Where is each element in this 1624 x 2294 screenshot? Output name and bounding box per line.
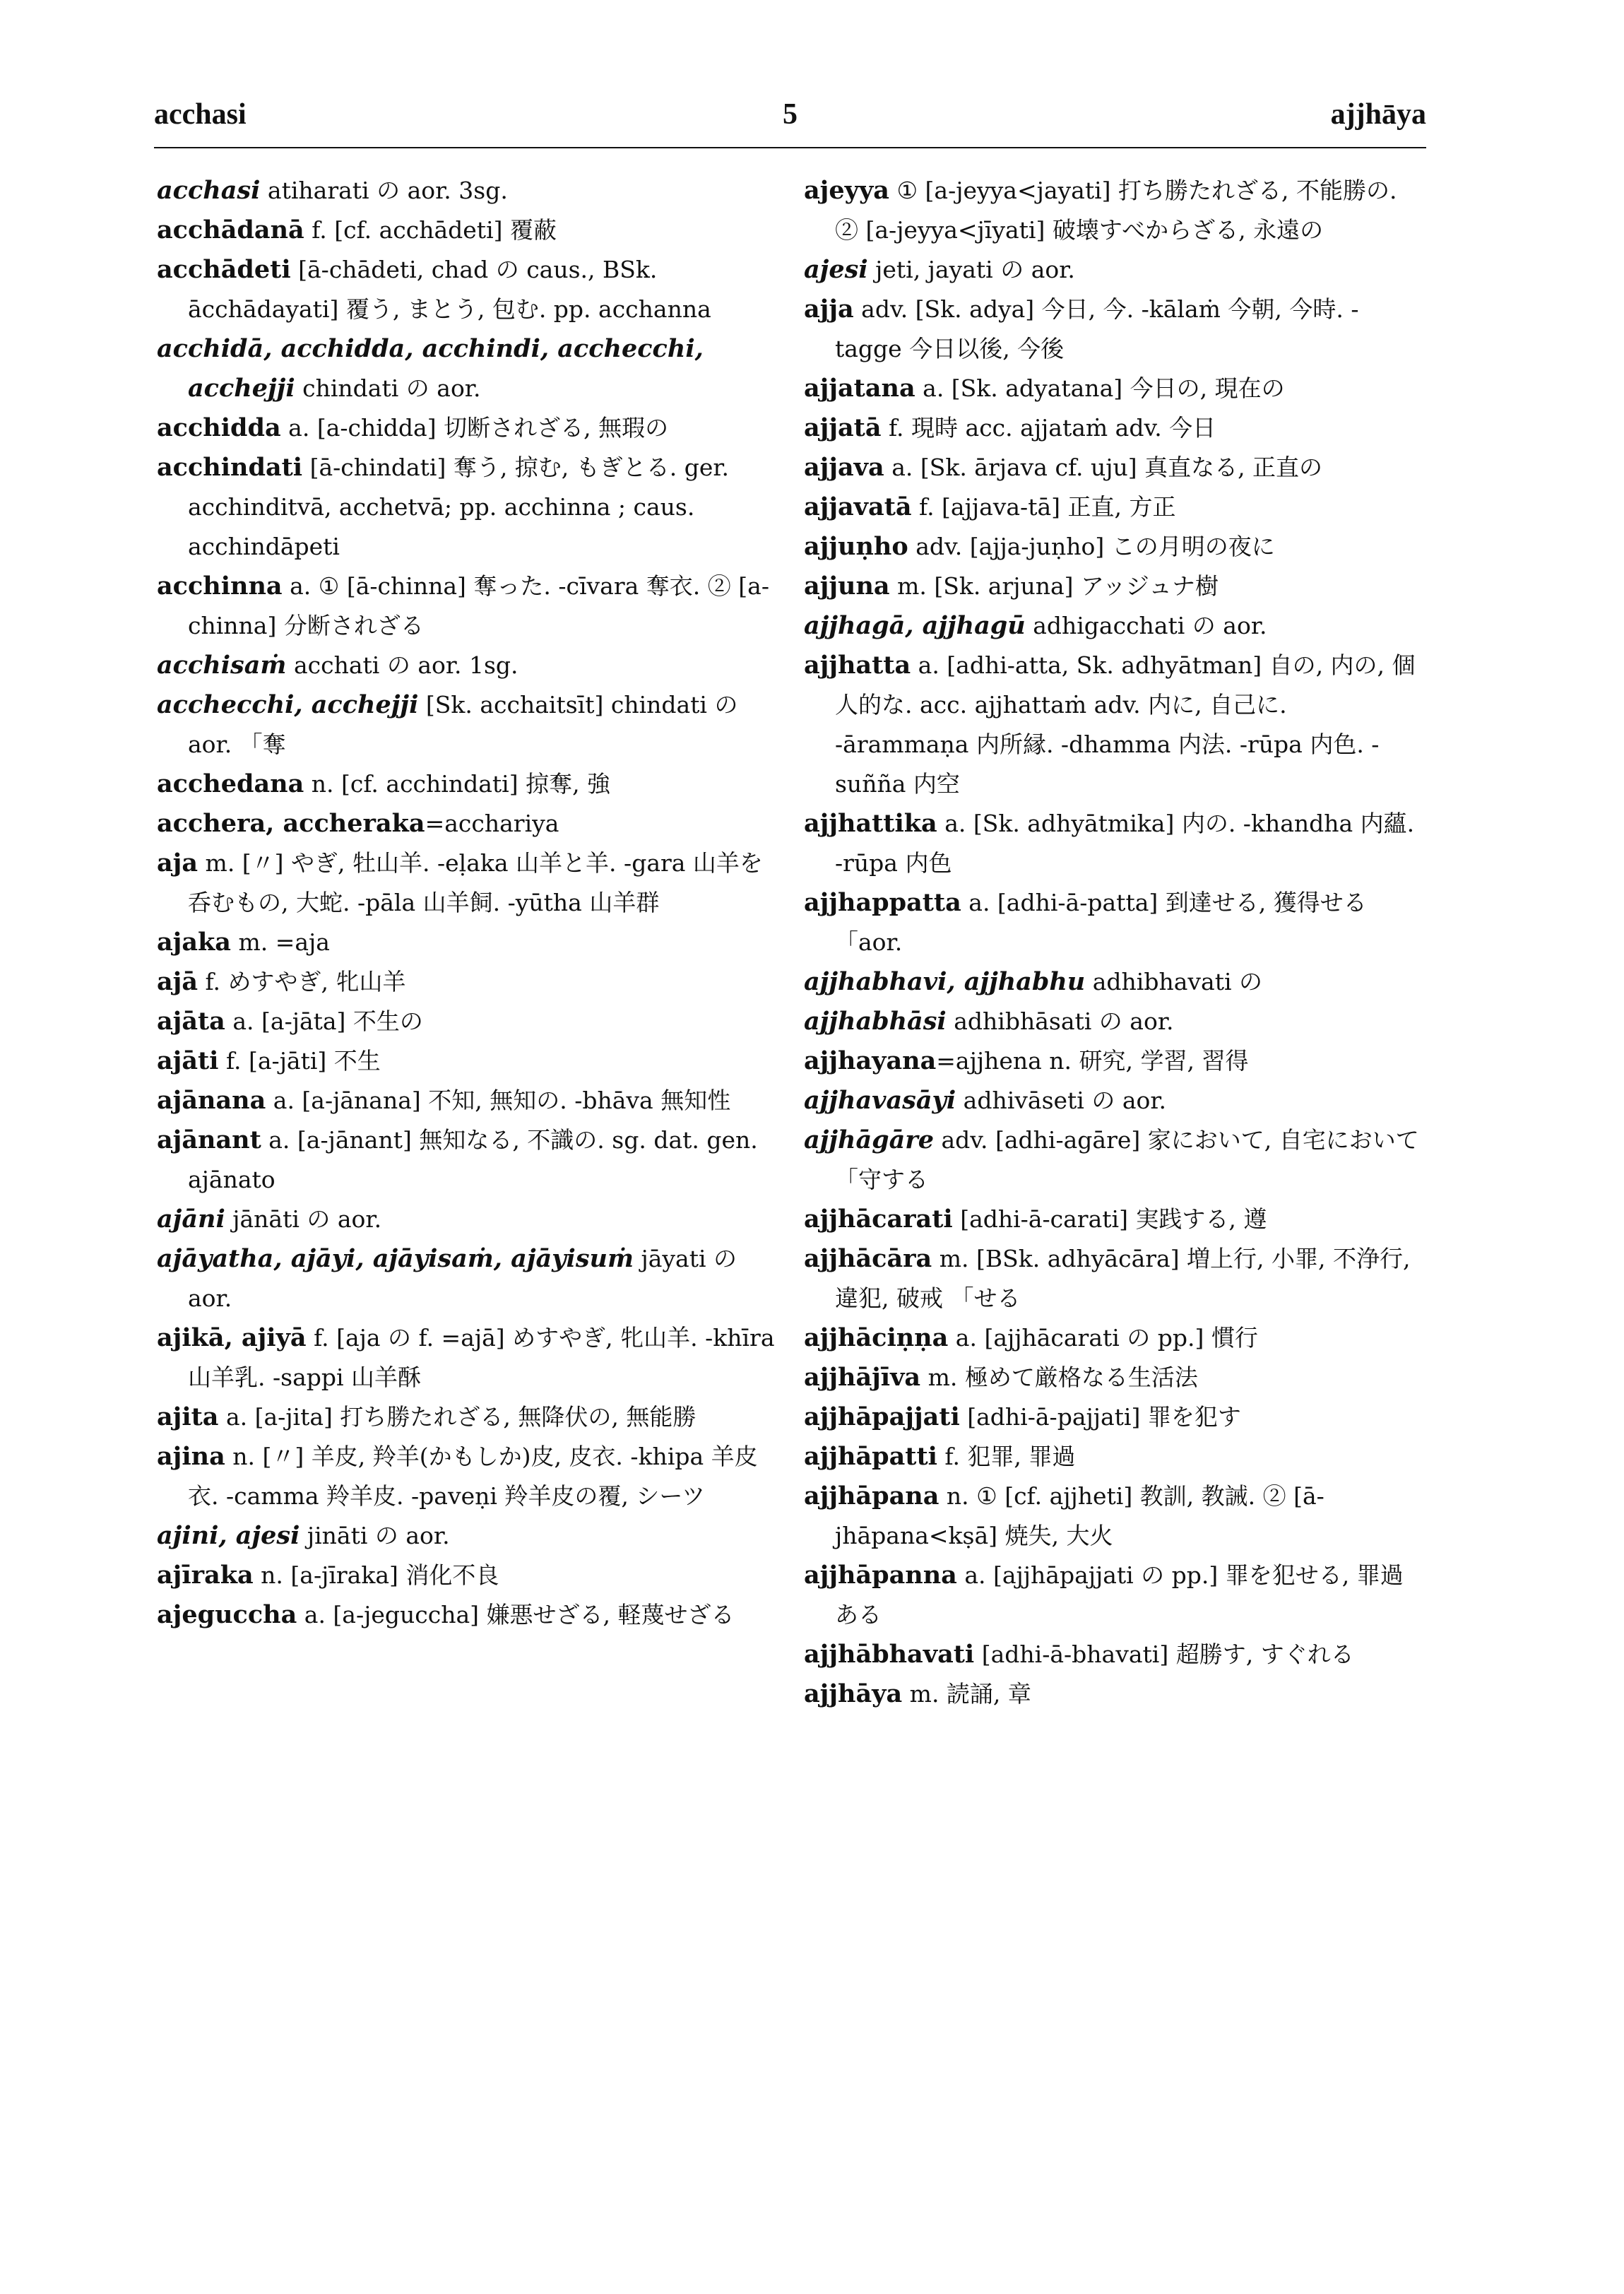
headword: ajāyatha, ajāyi, ajāyisaṁ, ajāyisuṁ <box>157 1244 634 1273</box>
dictionary-entry <box>804 171 1426 250</box>
headword: acchinna <box>157 572 283 601</box>
headword: ajāti <box>157 1046 219 1075</box>
dictionary-entry <box>804 646 1426 804</box>
definition: m. [Sk. arjuna] アッジュナ樹 <box>889 572 1219 600</box>
definition: adv. [adhi-agāre] 家において, 自宅において 「守する <box>835 1126 1419 1193</box>
definition: f. めすやぎ, 牝山羊 <box>198 968 406 995</box>
headword: ajjuṇho <box>804 532 908 561</box>
dictionary-entry <box>804 1041 1426 1081</box>
dictionary-entry <box>804 1002 1426 1041</box>
definition: a. [adhi-atta, Sk. adhyātman] 自の, 内の, 個人的な. acc. ajjhattaṁ adv. 内に, 自己に. -ārammaṇa 内所縁. -dhamma 内法. -rūpa 内色. -suñña 内空 <box>835 651 1416 798</box>
dictionary-entry <box>157 1556 778 1595</box>
definition: f. [ajjava-tā] 正直, 方正 <box>911 493 1176 521</box>
headword: ajina <box>157 1442 225 1471</box>
headword: ajjatā <box>804 413 882 442</box>
headword: ajjhāya <box>804 1679 903 1708</box>
definition: n. [〃] 羊皮, 羚羊(かもしか)皮, 皮衣. -khipa 羊皮衣. -camma 羚羊皮. -paveṇi 羚羊皮の覆, シーツ <box>188 1443 758 1510</box>
dictionary-entry <box>804 1397 1426 1437</box>
dictionary-entry <box>157 804 778 844</box>
dictionary-entry <box>804 1318 1426 1358</box>
right-guide-word: ajjhāya <box>1330 98 1426 131</box>
dictionary-entry <box>157 844 778 923</box>
headword: ajja <box>804 295 854 324</box>
headword: ajjhabhāsi <box>804 1007 947 1036</box>
headword: ajini, ajesi <box>157 1521 300 1550</box>
dictionary-entry <box>804 883 1426 962</box>
definition: f. [a-jāti] 不生 <box>218 1047 381 1075</box>
dictionary-entry <box>804 408 1426 448</box>
definition: [Sk. acchaitsīt] chindati の aor. 「奪 <box>188 691 738 758</box>
right-column <box>804 171 1426 1714</box>
definition: [ā-chādeti, chad の caus., BSk. ācchādayati] 覆う, まとう, 包む. pp. acchanna <box>188 256 711 323</box>
dictionary-entry <box>804 1674 1426 1714</box>
headword: ajjatana <box>804 374 915 403</box>
headword: ajjhattika <box>804 809 937 838</box>
headword: ajeguccha <box>157 1600 297 1629</box>
headword: ajā <box>157 967 198 996</box>
dictionary-entry <box>804 1556 1426 1635</box>
dictionary-entry <box>804 804 1426 883</box>
definition: =acchariya <box>425 810 559 837</box>
headword: acchedana <box>157 769 304 798</box>
headword: acchādeti <box>157 255 291 284</box>
definition: m. 読誦, 章 <box>902 1680 1031 1708</box>
headword: acchidda <box>157 413 281 442</box>
dictionary-entry <box>157 448 778 567</box>
headword: acchindati <box>157 453 303 482</box>
definition: n. ① [cf. ajjheti] 教訓, 教誡. ② [ā-jhāpana<kṣā] 焼失, 大火 <box>835 1482 1324 1549</box>
dictionary-entry <box>804 606 1426 646</box>
dictionary-entry <box>157 250 778 329</box>
definition: a. [adhi-ā-patta] 到達せる, 獲得せる 「aor. <box>835 889 1367 956</box>
headword: ajjhabhavi, ajjhabhu <box>804 967 1086 996</box>
left-column <box>157 171 778 1635</box>
headword: acchidā, acchidda, acchindi, acchecchi, acchejji <box>157 334 704 403</box>
definition: a. [Sk. ārjava cf. uju] 真直なる, 正直の <box>884 454 1323 481</box>
headword: ajjhāpanna <box>804 1561 957 1590</box>
headword: ajjhājīva <box>804 1363 921 1392</box>
definition: =ajjhena n. 研究, 学習, 習得 <box>936 1047 1249 1075</box>
definition: m. [BSk. adhyācāra] 増上行, 小罪, 不浄行, 違犯, 破戒 「せる <box>835 1245 1411 1312</box>
dictionary-entry <box>804 250 1426 290</box>
definition: ① [a-jeyya<jayati] 打ち勝たれざる, 不能勝の. ② [a-jeyya<jīyati] 破壊すべからざる, 永遠の <box>835 177 1397 244</box>
headword: ajjava <box>804 453 884 482</box>
dictionary-entry <box>157 1437 778 1516</box>
definition: a. ① [ā-chinna] 奪った. -cīvara 奪衣. ② [a-chinna] 分断されざる <box>188 572 769 639</box>
headword: aja <box>157 849 198 877</box>
headword: ajjhāpana <box>804 1482 940 1510</box>
header-rule <box>154 147 1426 148</box>
definition: a. [a-chidda] 切断されざる, 無瑕の <box>280 414 669 442</box>
dictionary-entry <box>157 1239 778 1318</box>
dictionary-entry <box>804 1081 1426 1121</box>
definition: chindati の aor. <box>295 374 481 402</box>
definition: a. [Sk. adyatana] 今日の, 現在の <box>915 374 1285 402</box>
definition: adv. [ajja-juṇho] この月明の夜に <box>908 533 1275 560</box>
definition: a. [a-jānant] 無知なる, 不識の. sg. dat. gen. ajānato <box>188 1126 758 1193</box>
definition: a. [ajjhācarati の pp.] 慣行 <box>948 1324 1258 1352</box>
dictionary-entry <box>804 290 1426 369</box>
dictionary-entry <box>157 646 778 685</box>
dictionary-entry <box>157 1121 778 1200</box>
dictionary-entry <box>804 1635 1426 1674</box>
definition: adhivāseti の aor. <box>956 1087 1167 1114</box>
dictionary-entry <box>157 764 778 804</box>
definition: a. [a-jita] 打ち勝たれざる, 無降伏の, 無能勝 <box>218 1403 697 1431</box>
dictionary-entry <box>157 1595 778 1635</box>
headword: acchisaṁ <box>157 651 287 680</box>
headword: acchādanā <box>157 215 304 244</box>
definition: a. [Sk. adhyātmika] 内の. -khandha 内蘊. -rūpa 内色 <box>835 810 1415 877</box>
dictionary-entry <box>157 685 778 764</box>
dictionary-entry <box>804 1477 1426 1556</box>
headword: ajāni <box>157 1205 225 1234</box>
headword: ajjhappatta <box>804 888 961 917</box>
definition: acchati の aor. 1sg. <box>286 651 518 679</box>
headword: ajjavatā <box>804 492 912 521</box>
dictionary-entry <box>157 1397 778 1437</box>
definition: [ā-chindati] 奪う, 掠む, もぎとる. ger. acchinditvā, acchetvā; pp. acchinna ; caus. acchindāpeti <box>188 454 730 560</box>
headword: ajjhagā, ajjhagū <box>804 611 1026 640</box>
definition: a. [a-jeguccha] 嫌悪せざる, 軽蔑せざる <box>297 1601 735 1628</box>
definition: n. [cf. acchindati] 掠奪, 強 <box>304 770 611 798</box>
dictionary-entry <box>804 1121 1426 1200</box>
definition: f. 犯罪, 罪過 <box>937 1443 1076 1470</box>
headword: ajjhāciṇṇa <box>804 1323 949 1352</box>
definition: f. [aja の f. =ajā] めすやぎ, 牝山羊. -khīra 山羊乳. -sappi 山羊酥 <box>188 1324 775 1391</box>
dictionary-entry <box>157 408 778 448</box>
definition: jānāti の aor. <box>225 1205 382 1233</box>
dictionary-entry <box>157 962 778 1002</box>
definition: f. [cf. acchādeti] 覆蔽 <box>304 216 557 244</box>
definition: jāyati の aor. <box>188 1245 737 1312</box>
headword: ajesi <box>804 255 868 284</box>
headword: acchasi <box>157 176 261 205</box>
page-number: 5 <box>783 98 798 131</box>
dictionary-entry <box>804 448 1426 487</box>
headword: ajjuna <box>804 572 890 601</box>
headword: ajaka <box>157 928 231 957</box>
definition: a. [ajjhāpajjati の pp.] 罪を犯せる, 罪過ある <box>835 1561 1404 1628</box>
definition: f. 現時 acc. ajjataṁ adv. 今日 <box>881 414 1216 442</box>
definition: [adhi-ā-carati] 実践する, 遵 <box>952 1205 1267 1233</box>
left-guide-word: acchasi <box>154 98 247 131</box>
dictionary-entry <box>157 1318 778 1397</box>
definition: atiharati の aor. 3sg. <box>260 177 508 204</box>
headword: ajeyya <box>804 176 889 205</box>
headword: ajīraka <box>157 1561 254 1590</box>
definition: m. [〃] やぎ, 牡山羊. -eḷaka 山羊と羊. -gara 山羊を呑むもの, 大蛇. -pāla 山羊飼. -yūtha 山羊群 <box>188 849 763 916</box>
definition: adhibhavati の <box>1085 968 1263 995</box>
headword: ajjhāpatti <box>804 1442 937 1471</box>
definition: a. [a-jāta] 不生の <box>225 1007 423 1035</box>
dictionary-entry <box>804 567 1426 606</box>
definition: jināti の aor. <box>300 1522 450 1549</box>
definition: adhigacchati の aor. <box>1025 612 1267 639</box>
definition: [adhi-ā-bhavati] 超勝す, すぐれる <box>974 1640 1354 1668</box>
dictionary-entry <box>804 962 1426 1002</box>
definition: jeti, jayati の aor. <box>867 256 1075 283</box>
headword: ajjhavasāyi <box>804 1086 956 1115</box>
headword: ajjhāgāre <box>804 1125 934 1154</box>
dictionary-entry <box>157 923 778 962</box>
dictionary-entry <box>804 487 1426 527</box>
dictionary-entry <box>157 1002 778 1041</box>
definition: adhibhāsati の aor. <box>946 1007 1174 1035</box>
headword: ajikā, ajiyā <box>157 1323 307 1352</box>
headword: ajjhāpajjati <box>804 1402 960 1431</box>
dictionary-entry <box>157 211 778 250</box>
definition: m. 極めて厳格なる生活法 <box>920 1364 1198 1391</box>
dictionary-entry <box>804 1358 1426 1397</box>
dictionary-entry <box>804 527 1426 567</box>
dictionary-entry <box>804 1239 1426 1318</box>
headword: ajjhācarati <box>804 1205 953 1234</box>
definition: adv. [Sk. adya] 今日, 今. -kālaṁ 今朝, 今時. -tagge 今日以後, 今後 <box>835 295 1359 362</box>
dictionary-entry <box>157 329 778 408</box>
headword: ajāta <box>157 1007 225 1036</box>
dictionary-entry <box>804 1437 1426 1477</box>
headword: ajita <box>157 1402 219 1431</box>
definition: n. [a-jīraka] 消化不良 <box>253 1561 499 1589</box>
headword: ajjhatta <box>804 651 911 680</box>
dictionary-entry <box>157 171 778 211</box>
dictionary-entry <box>157 1516 778 1556</box>
dictionary-entry <box>804 369 1426 408</box>
definition: [adhi-ā-pajjati] 罪を犯す <box>959 1403 1241 1431</box>
dictionary-entry <box>157 1081 778 1121</box>
page-header <box>154 97 1426 147</box>
dictionary-entry <box>157 1200 778 1239</box>
headword: ajānant <box>157 1125 261 1154</box>
headword: ajjhābhavati <box>804 1640 975 1669</box>
headword: acchera, accheraka <box>157 809 425 838</box>
definition: a. [a-jānana] 不知, 無知の. -bhāva 無知性 <box>266 1087 731 1114</box>
headword: acchecchi, acchejji <box>157 690 419 719</box>
dictionary-entry <box>804 1200 1426 1239</box>
dictionary-entry <box>157 567 778 646</box>
headword: ajānana <box>157 1086 266 1115</box>
dictionary-entry <box>157 1041 778 1081</box>
headword: ajjhayana <box>804 1046 937 1075</box>
headword: ajjhācāra <box>804 1244 932 1273</box>
definition: m. =aja <box>230 928 330 956</box>
